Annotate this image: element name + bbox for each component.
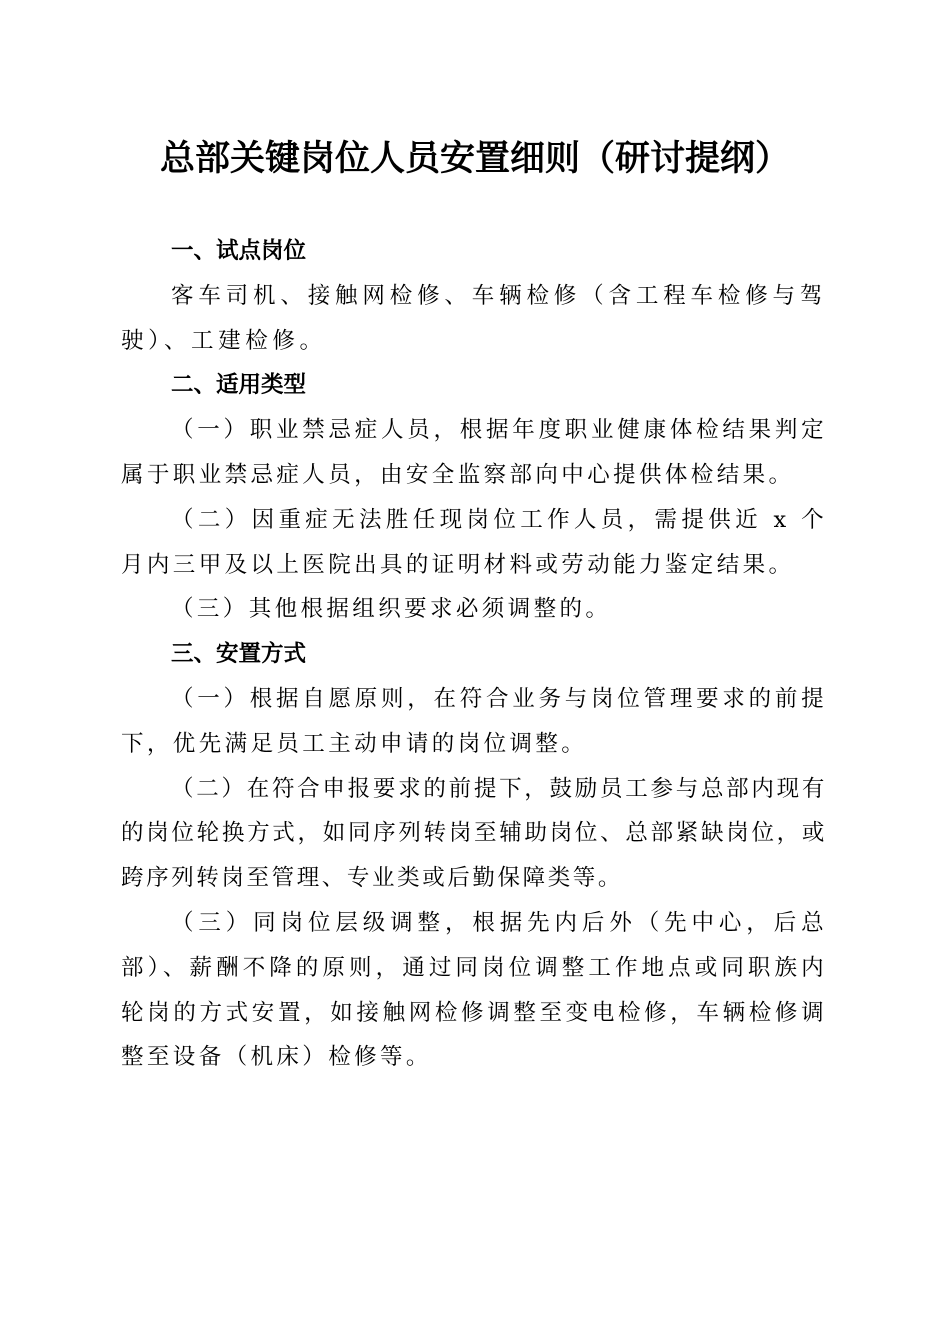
paragraph-type-2: （二）因重症无法胜任现岗位工作人员，需提供近 x 个月内三甲及以上医院出具的证明材料或劳动能力鉴定结果。 <box>121 506 827 578</box>
paragraph-method-2: （二）在符合申报要求的前提下，鼓励员工参与总部内现有的岗位轮换方式，如同序列转岗至辅助岗位、总部紧缺岗位，或跨序列转岗至管理、专业类或后勤保障类等。 <box>121 775 827 892</box>
section-heading-placement-methods: 三、安置方式 <box>171 641 307 668</box>
paragraph-type-1: （一）职业禁忌症人员，根据年度职业健康体检结果判定属于职业禁忌症人员，由安全监察部向中心提供体检结果。 <box>121 417 827 488</box>
section-heading-trial-posts: 一、试点岗位 <box>171 238 307 264</box>
paragraph-type-3: （三）其他根据组织要求必须调整的。 <box>171 596 612 623</box>
document-title: 总部关键岗位人员安置细则（研讨提纲） <box>159 138 790 179</box>
paragraph-trial-posts: 客车司机、接触网检修、车辆检修（含工程车检修与驾驶）、工建检修。 <box>121 282 827 354</box>
paragraph-method-3: （三）同岗位层级调整，根据先内后外（先中心，后总部）、薪酬不降的原则，通过同岗位调整工作地点或同职族内轮岗的方式安置，如接触网检修调整至变电检修，车辆检修调整至设备（机床）检修等。 <box>121 909 827 1071</box>
document-body <box>121 229 827 1080</box>
paragraph-method-1: （一）根据自愿原则，在符合业务与岗位管理要求的前提下，优先满足员工主动申请的岗位调整。 <box>121 685 827 757</box>
section-heading-applicable-types: 二、适用类型 <box>171 372 307 399</box>
